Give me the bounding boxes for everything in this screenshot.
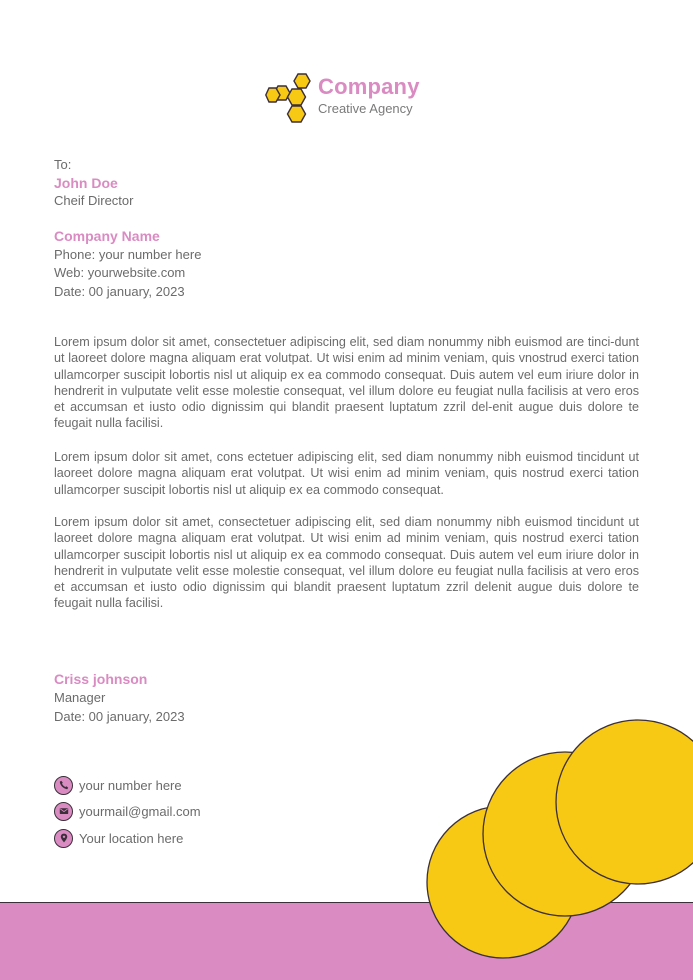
contact-phone — [54, 775, 182, 795]
contact-phone-text: your number here — [79, 777, 182, 793]
company-web: Web: yourwebsite.com — [54, 265, 186, 280]
letter-paragraph: Lorem ipsum dolor sit amet, cons ectetuer adipiscing elit, sed diam nonummy nibh euismod tincidunt ut laoreet dolore magna aliquam erat volutpat. Ut wisi enim ad minim veniam, quis nostrud exerci tation ullamcorper suscipit lobortis nisl ut aliquip ex ea commodo consequat. — [54, 450, 639, 497]
company-logo — [265, 73, 440, 125]
contact-location-text: Your location here — [79, 830, 184, 846]
decor-circle — [483, 752, 647, 916]
recipient-name: John Doe — [54, 175, 118, 191]
hexagon-logo-icon — [265, 73, 313, 123]
contact-email — [54, 801, 201, 821]
logo-text — [318, 73, 420, 117]
letter-paragraph: Lorem ipsum dolor sit amet, consectetuer adipiscing elit, sed diam nonummy nibh euismod are tinci-dunt ut laoreet dolore magna aliquam erat volutpat. Ut wisi enim ad minim veniam, quis vnostrud exerci tation ullamcorper suscipit lobortis nisl ut aliquip ex ea commodo consequat. Duis autem vel eum iriure dolor in hendrerit in vulputate velit esse molestie consequat, vel illum dolore eu feugiat nulla facilisis at vero eros et accumsan et iusto odio dignissim qui blandit praesent luptatum zzril del-enit augue duis dolore te feugait nulla facilisi. — [54, 335, 639, 431]
company-date: Date: 00 january, 2023 — [54, 284, 185, 299]
letter-paragraph: Lorem ipsum dolor sit amet, consectetuer adipiscing elit, sed diam nonummy nibh euismod tincidunt ut laoreet dolore magna aliquam erat volutpat. Ut wisi enim ad minim veniam, quis nostrud exerci tation ullamcorper suscipit lobortis nisl ut aliquip ex ea commodo consequat. Duis autem vel eum iriure dolor in hendrerit in vulputate velit esse molestie consequat, vel illum dolore eu feugiat nulla facilisis at vero eros et accumsan et iusto odio dignissim qui blandit praesent luptatum zzril delenit augue duis dolore te feugait nulla facilisi. — [54, 515, 639, 611]
company-name: Company — [318, 74, 420, 99]
phone-icon — [54, 776, 73, 795]
signature-title: Manager — [54, 690, 106, 705]
contact-location — [54, 828, 183, 848]
signature-name: Criss johnson — [54, 671, 148, 687]
company-block-name: Company Name — [54, 228, 160, 244]
company-phone: Phone: your number here — [54, 247, 202, 262]
recipient-title: Cheif Director — [54, 193, 134, 208]
signature-date: Date: 00 january, 2023 — [54, 709, 185, 724]
to-label: To: — [54, 157, 72, 172]
decor-circle — [556, 720, 693, 884]
mail-icon — [54, 802, 73, 821]
location-pin-icon — [54, 829, 73, 848]
contact-email-text: yourmail@gmail.com — [79, 803, 201, 819]
company-tagline: Creative Agency — [318, 101, 413, 116]
footer-band — [0, 902, 693, 980]
